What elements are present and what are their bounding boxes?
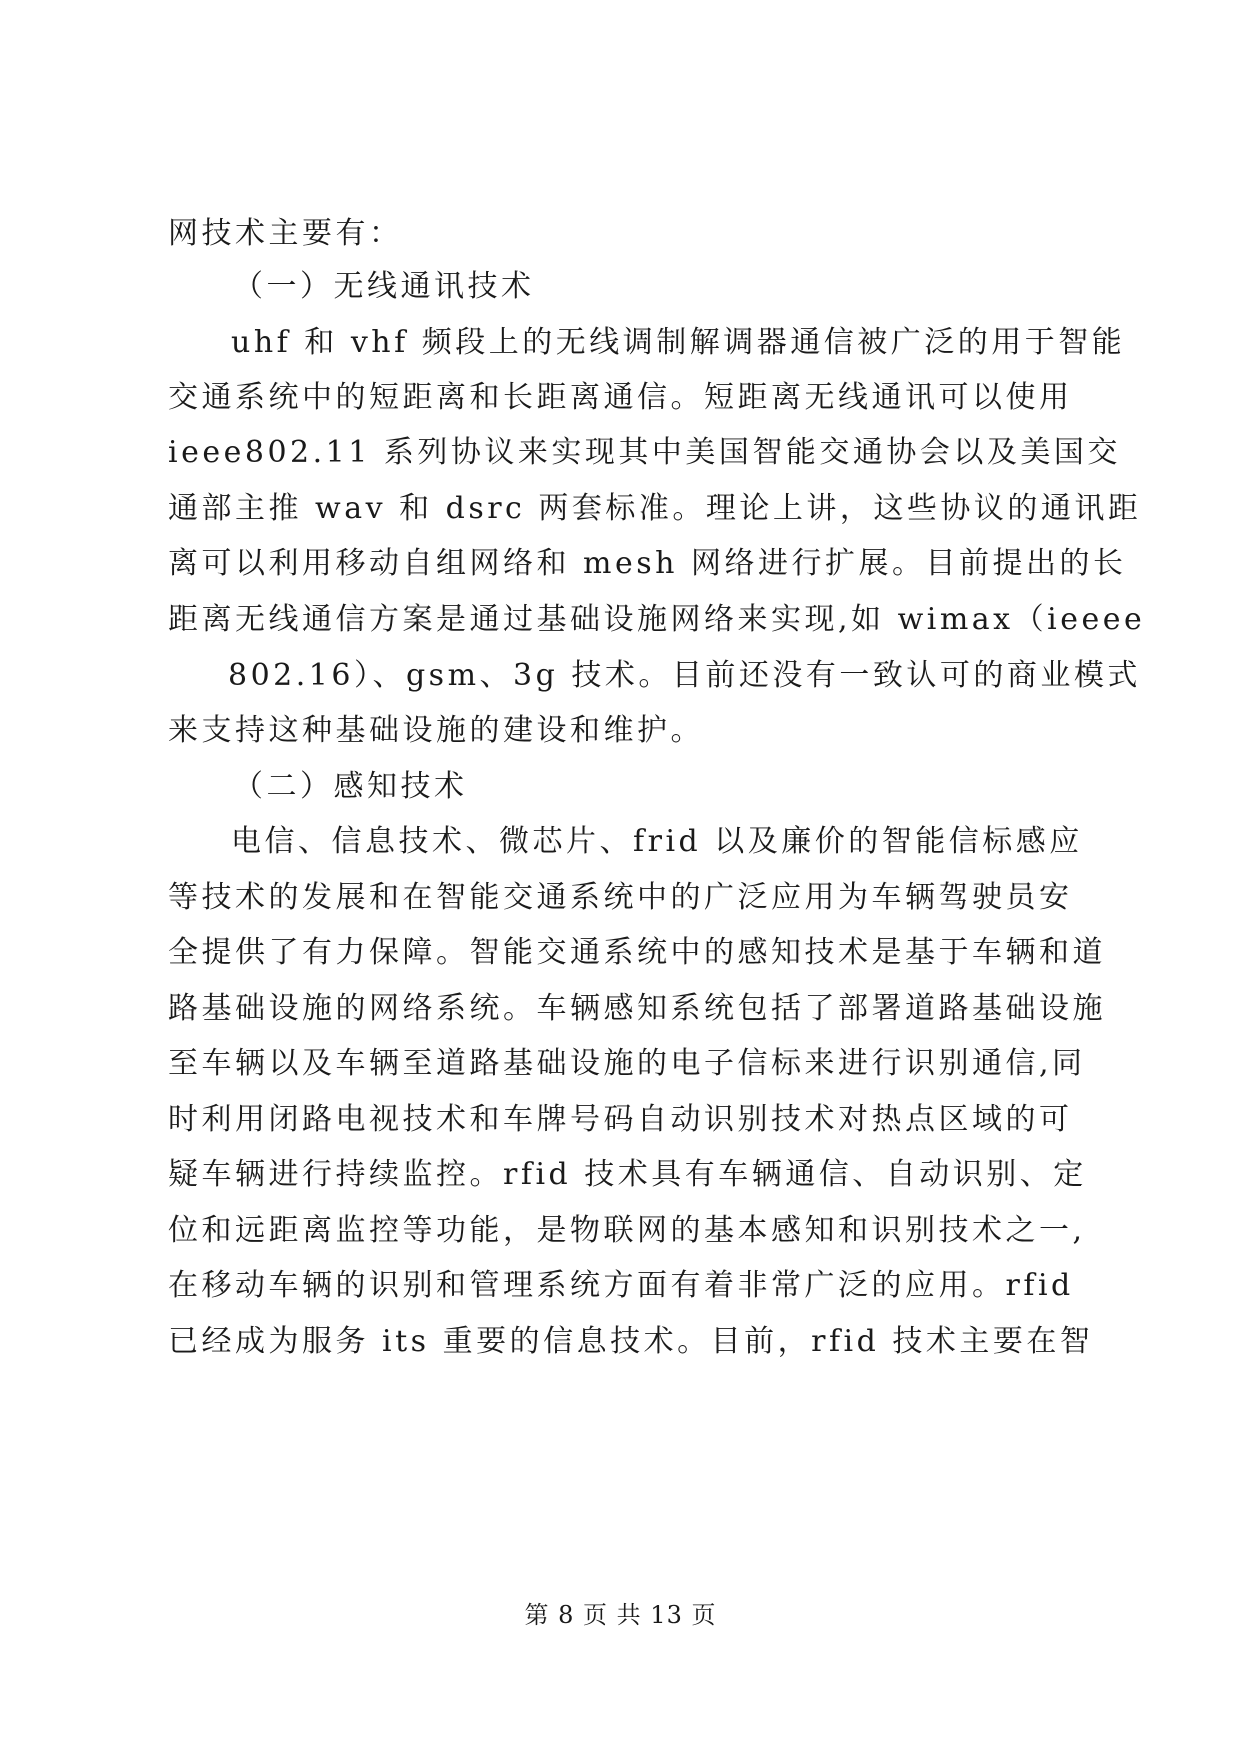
text-line: 全提供了有力保障。智能交通系统中的感知技术是基于车辆和道	[168, 935, 1106, 970]
text-line: 离可以利用移动自组网络和 mesh 网络进行扩展。目前提出的长	[168, 546, 1127, 581]
text-line: 至车辆以及车辆至道路基础设施的电子信标来进行识别通信,同	[168, 1046, 1086, 1081]
text-line: 在移动车辆的识别和管理系统方面有着非常广泛的应用。rfid	[168, 1268, 1074, 1303]
text-line: 电信、信息技术、微芯片、frid 以及廉价的智能信标感应	[231, 824, 1083, 859]
text-line: 交通系统中的短距离和长距离通信。短距离无线通讯可以使用	[168, 380, 1073, 415]
text-line: 来支持这种基础设施的建设和维护。	[168, 713, 704, 748]
text-line: 路基础设施的网络系统。车辆感知系统包括了部署道路基础设施	[168, 991, 1106, 1026]
text-line: 等技术的发展和在智能交通系统中的广泛应用为车辆驾驶员安	[168, 880, 1073, 915]
text-line: 网技术主要有：	[168, 216, 403, 251]
text-line: 通部主推 wav 和 dsrc 两套标准。理论上讲，这些协议的通讯距	[168, 491, 1142, 526]
text-line: 时利用闭路电视技术和车牌号码自动识别技术对热点区域的可	[168, 1102, 1073, 1137]
section-heading-sensing: （二）感知技术	[233, 769, 468, 804]
text-line: 802.16）、gsm、3g 技术。目前还没有一致认可的商业模式	[228, 658, 1141, 693]
text-line: 位和远距离监控等功能，是物联网的基本感知和识别技术之一,	[168, 1213, 1086, 1248]
page-number-footer: 第 8 页 共 13 页	[524, 1601, 717, 1629]
text-line: 距离无线通信方案是通过基础设施网络来实现,如 wimax（ieeee	[168, 602, 1146, 637]
text-line: 已经成为服务 its 重要的信息技术。目前，rfid 技术主要在智	[168, 1324, 1094, 1359]
section-heading-wireless: （一）无线通讯技术	[233, 269, 535, 304]
text-line: ieee802.11 系列协议来实现其中美国智能交通协会以及美国交	[168, 435, 1121, 470]
text-line: uhf 和 vhf 频段上的无线调制解调器通信被广泛的用于智能	[231, 325, 1126, 360]
text-line: 疑车辆进行持续监控。rfid 技术具有车辆通信、自动识别、定	[168, 1157, 1087, 1192]
